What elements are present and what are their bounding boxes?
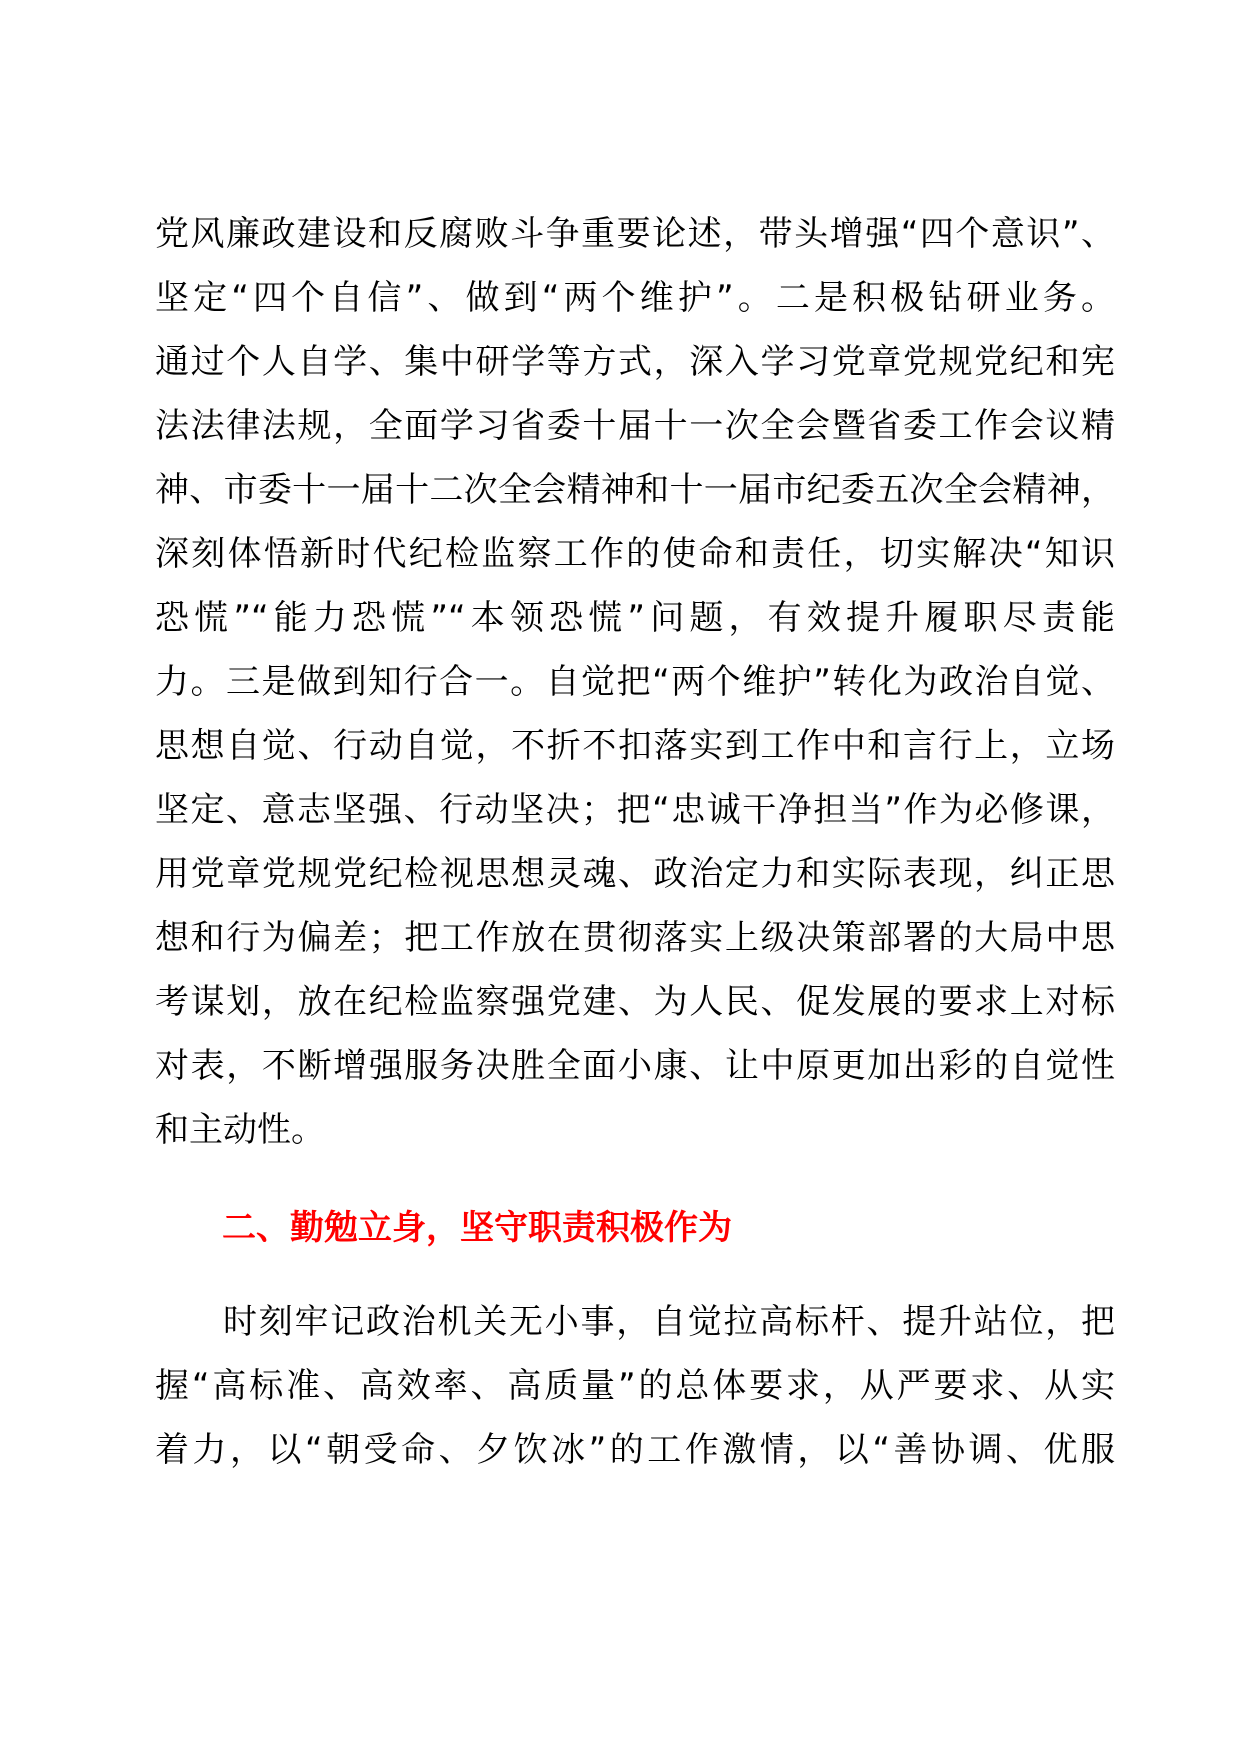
paragraph-line: 神、市委十一届十二次全会精神和十一届市纪委五次全会精神，: [155, 470, 1115, 510]
body-paragraph-1: [155, 202, 1115, 1162]
paragraph-line: 和主动性。: [155, 1110, 325, 1150]
paragraph-line: 法法律法规，全面学习省委十届十一次全会暨省委工作会议精: [155, 406, 1115, 446]
paragraph-line: 力。三是做到知行合一。自觉把“两个维护”转化为政治自觉、: [155, 662, 1115, 702]
paragraph-line: 深刻体悟新时代纪检监察工作的使命和责任，切实解决“知识: [155, 534, 1115, 574]
paragraph-line: 坚定“四个自信”、做到“两个维护”。二是积极钻研业务。: [155, 278, 1115, 318]
paragraph-line: 考谋划，放在纪检监察强党建、为人民、促发展的要求上对标: [155, 982, 1115, 1022]
section-heading: 二、勤勉立身，坚守职责积极作为: [222, 1208, 732, 1248]
paragraph-line: 用党章党规党纪检视思想灵魂、政治定力和实际表现，纠正思: [155, 854, 1115, 894]
paragraph-line: 对表，不断增强服务决胜全面小康、让中原更加出彩的自觉性: [155, 1046, 1115, 1086]
paragraph-line: 通过个人自学、集中研学等方式，深入学习党章党规党纪和宪: [155, 342, 1115, 382]
paragraph-line: 坚定、意志坚强、行动坚决；把“忠诚干净担当”作为必修课，: [155, 790, 1115, 830]
paragraph-line: 握“高标准、高效率、高质量”的总体要求，从严要求、从实: [155, 1366, 1115, 1406]
paragraph-line: 思想自觉、行动自觉，不折不扣落实到工作中和言行上，立场: [155, 726, 1115, 766]
paragraph-line: 党风廉政建设和反腐败斗争重要论述，带头增强“四个意识”、: [155, 214, 1115, 254]
paragraph-line: 想和行为偏差；把工作放在贯彻落实上级决策部署的大局中思: [155, 918, 1115, 958]
paragraph-line: 恐慌”“能力恐慌”“本领恐慌”问题，有效提升履职尽责能: [155, 598, 1115, 638]
paragraph-line: 时刻牢记政治机关无小事，自觉拉高标杆、提升站位，把: [223, 1302, 1115, 1342]
paragraph-line: 着力，以“朝受命、夕饮冰”的工作激情，以“善协调、优服: [155, 1430, 1115, 1470]
body-paragraph-2: [155, 1290, 1115, 1482]
